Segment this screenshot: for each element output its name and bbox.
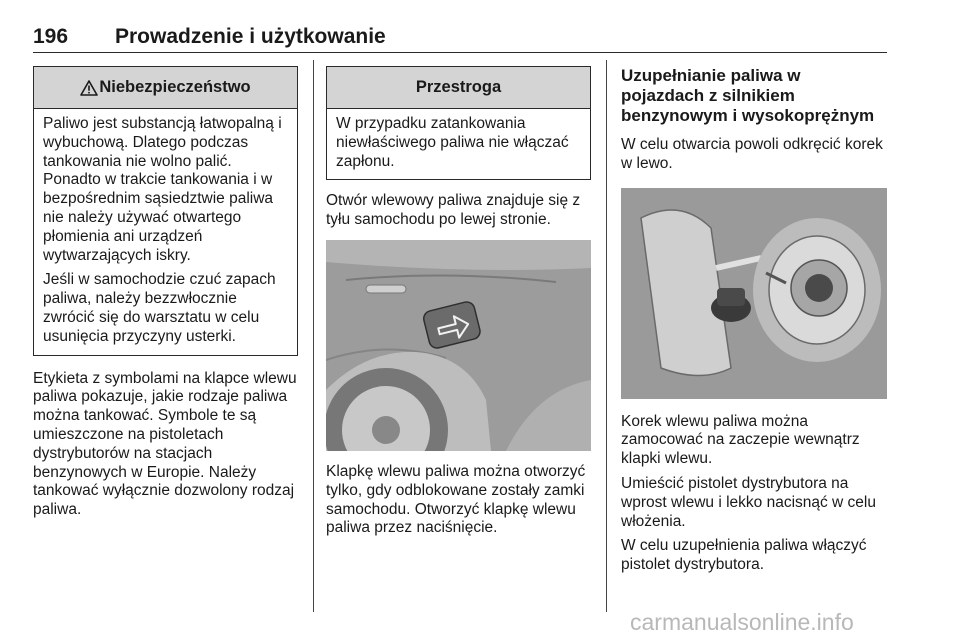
danger-box-title: Niebezpieczeństwo [99,78,251,96]
danger-text: Jeśli w samochodzie czuć zapach paliwa, należy bezzwłocznie zwrócić się do warsztatu w celu usunięcia przyczyny usterki. [43,271,276,345]
column-3 [621,66,887,581]
danger-box [33,66,298,356]
column-divider [606,60,607,612]
page-header [33,24,887,53]
section-heading: Uzupełnianie paliwa w pojazdach z silnikiem benzynowym i wysokoprężnym [621,66,875,125]
caution-box [326,66,591,180]
chapter-title: Prowadzenie i użytkowanie [115,25,386,48]
caution-box-header [327,67,590,109]
fuel-label-text: Etykieta z symbolami na klapce wlewu paliwa pokazuje, jakie rodzaje paliwa można tankować. Symbole te są umieszczone na pistoletach dystrybutorów na stacjach benzynowych w Europie. Należy tankować wyłącznie dozwolony rodzaj paliwa. [33,369,297,519]
open-cap-text: W celu otwarcia powoli odkręcić korek w lewo. [621,136,883,172]
caution-box-title: Przestroga [415,78,502,96]
insert-nozzle-text: Umieścić pistolet dystrybutora na wprost wlewu i lekko nacisnąć w celu włożenia. [621,474,876,530]
column-divider [313,60,314,612]
start-fueling-text: W celu uzupełnienia paliwa włączyć pistolet dystrybutora. [621,537,867,574]
flap-open-text: Klapkę wlewu paliwa można otworzyć tylko, gdy odblokowane zostały zamki samochodu. Otworzyć klapkę wlewu paliwa przez naciśnięcie. [326,462,586,537]
cap-hook-text: Korek wlewu paliwa można zamocować na zaczepie wewnątrz klapki wlewu. [621,412,860,468]
caution-text: W przypadku zatankowania niewłaściwego paliwa nie włączać zapłonu. [336,115,569,170]
column-2 [326,66,591,544]
filler-location-text: Otwór wlewowy paliwa znajduje się z tyłu samochodu po lewej stronie. [326,192,581,229]
watermark: carmanualsonline.info [630,609,854,635]
page-number: 196 [33,25,69,48]
danger-text: Paliwo jest substancją łatwopalną i wybuchową. Dlatego podczas tankowania nie wolno palić. Ponadto w trakcie tankowania i w bezpośrednim sąsiedztwie paliwa nie należy używać otwartego płomienia ani urządzeń wytwarzających iskry. [43,115,282,264]
fuel-flap-illustration [326,240,591,451]
danger-box-header [34,67,297,109]
warning-triangle-icon [80,80,98,96]
column-1 [33,66,298,526]
fuel-cap-illustration [621,188,887,399]
